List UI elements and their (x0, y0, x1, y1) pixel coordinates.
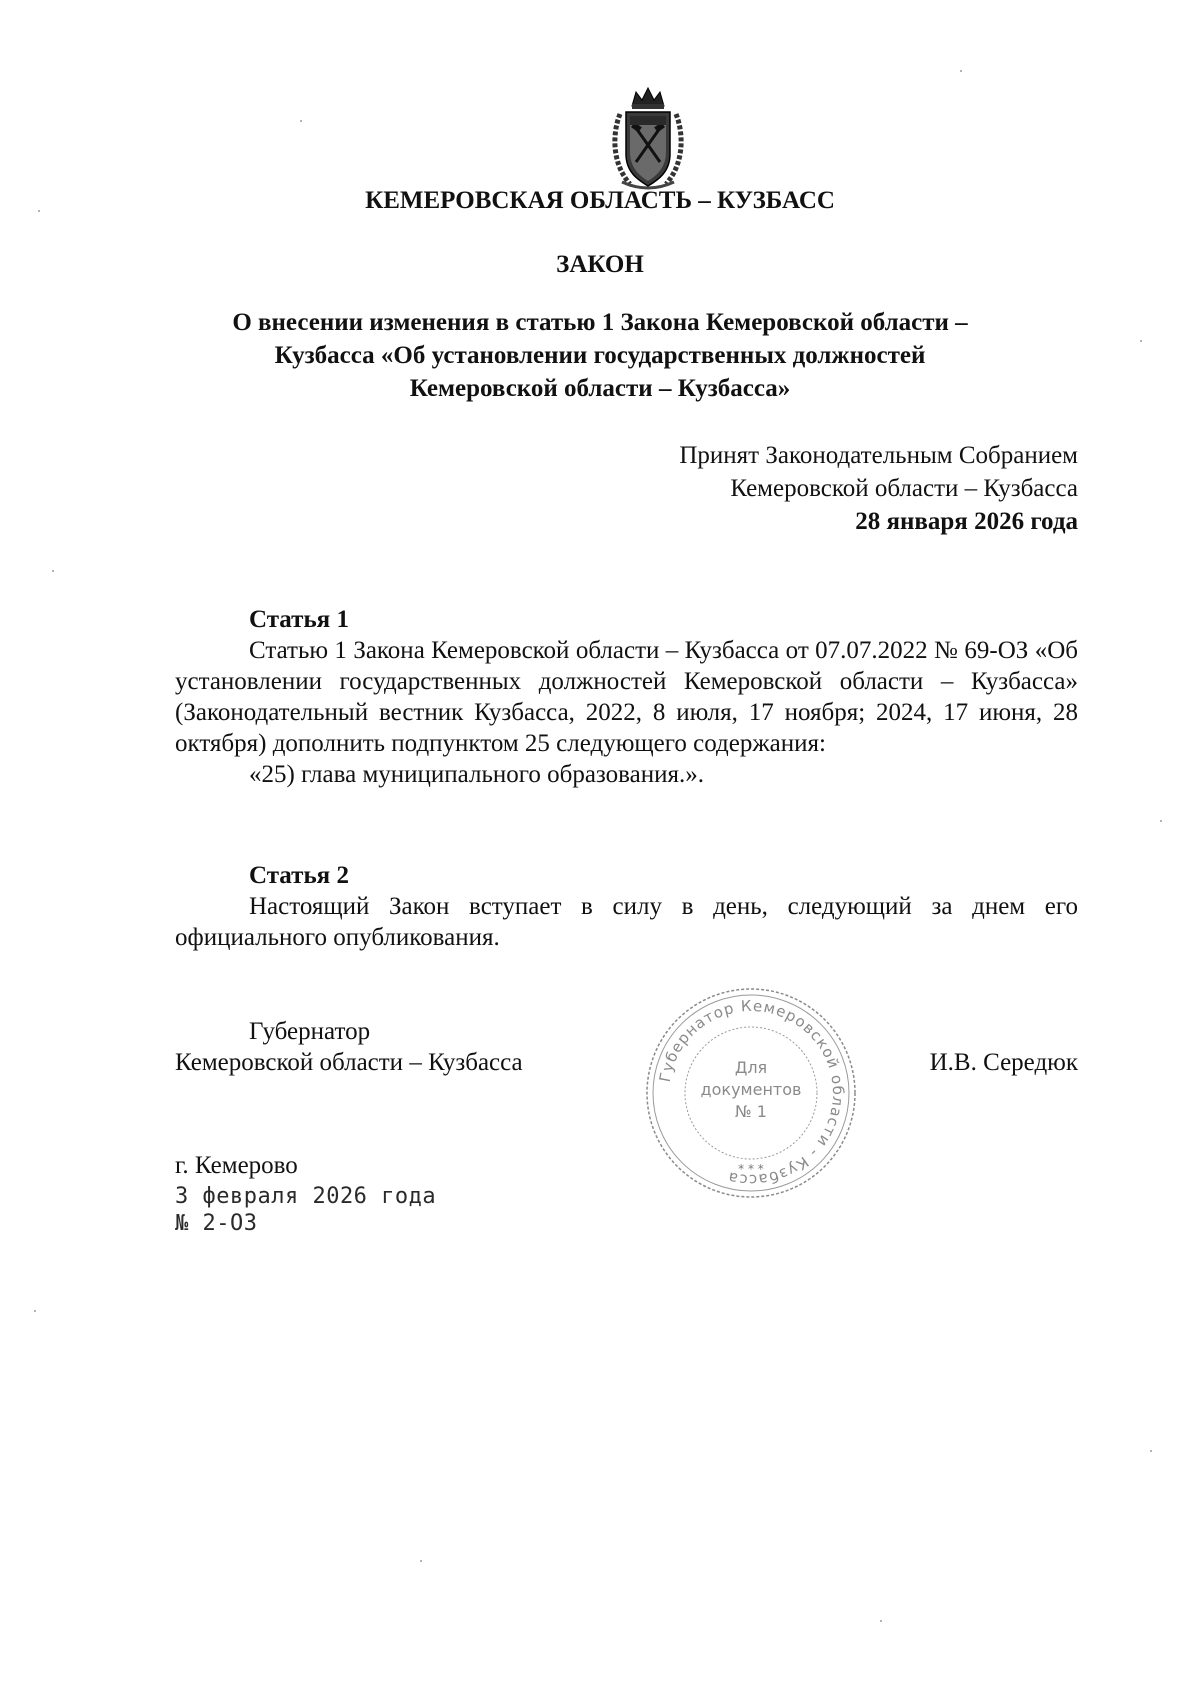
law-title-line: О внесении изменения в статью 1 Закона Кемеровской области – (232, 309, 968, 336)
adoption-block (679, 439, 1078, 538)
adoption-line: Кемеровской области – Кузбасса (730, 475, 1078, 502)
article-heading: Статья 2 (249, 862, 349, 889)
stamp-center-line: Для (734, 1058, 768, 1077)
signatory-position: Губернатор (249, 1018, 371, 1045)
document-type: ЗАКОН (556, 251, 644, 278)
signing-place: г. Кемерово (175, 1152, 298, 1179)
coat-of-arms-emblem (608, 84, 688, 194)
adoption-line: Принят Законодательным Собранием (679, 442, 1078, 469)
stamp-center-line: документов (700, 1080, 802, 1099)
article-2 (175, 860, 1078, 953)
scan-speck (38, 210, 40, 212)
scan-speck (1150, 1450, 1152, 1452)
official-stamp (643, 985, 859, 1201)
signature-block (175, 1016, 523, 1078)
law-title-line: Кемеровской области – Кузбасса» (409, 375, 791, 402)
stamp-ring-text: Губернатор Кемеровской области - Кузбасса (655, 996, 848, 1190)
scan-speck (34, 1310, 36, 1312)
scan-speck (420, 1560, 422, 1562)
scan-speck (52, 570, 54, 572)
law-number: № 2-ОЗ (175, 1211, 258, 1236)
region-heading: КЕМЕРОВСКАЯ ОБЛАСТЬ – КУЗБАСС (365, 187, 835, 214)
signatory-name: И.В. Середюк (929, 1049, 1078, 1076)
article-quote: «25) глава муниципального образования.». (249, 761, 704, 788)
article-heading: Статья 1 (249, 606, 349, 633)
signatory-region: Кемеровской области – Кузбасса (175, 1049, 523, 1076)
article-text: Статью 1 Закона Кемеровской области – Кузбасса от 07.07.2022 № 69-ОЗ «Об установлении государственных должностей Кемеровской области – Кузбасса» (Законодательный вестник Кузбасса, 2022, 8 июля, 17 ноября; 2024, 17 июня, 28 октября) дополнить подпунктом 25 следующего содержания: (175, 637, 1078, 757)
signing-date: 3 февраля 2026 года (175, 1184, 437, 1209)
adoption-date: 28 января 2026 года (855, 508, 1078, 535)
scan-speck (1160, 820, 1162, 822)
law-title (0, 306, 1200, 405)
scan-speck (960, 70, 962, 72)
registration-block (175, 1183, 436, 1237)
scan-speck (880, 1620, 882, 1622)
scan-speck (1140, 340, 1142, 342)
law-title-line: Кузбасса «Об установлении государственных должностей (274, 342, 926, 369)
scan-speck (300, 120, 302, 122)
stamp-stars: * * * (738, 1162, 764, 1176)
article-1 (175, 604, 1078, 790)
stamp-center-line: № 1 (735, 1102, 767, 1121)
article-text: Настоящий Закон вступает в силу в день, следующий за днем его официального опубликования. (175, 893, 1078, 951)
